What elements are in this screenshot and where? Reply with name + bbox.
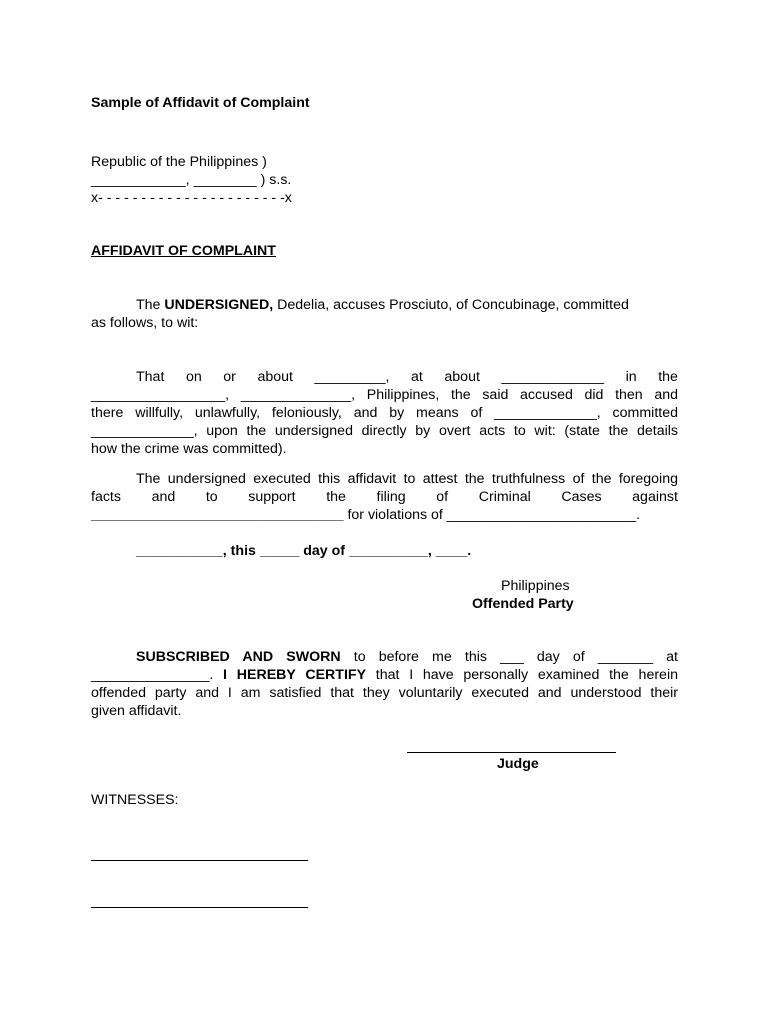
jurat-line-1	[91, 648, 678, 666]
signatory-country: Philippines	[501, 578, 570, 594]
para2-line-2: _________________, ______________, Philippines, the said accused did then and	[91, 387, 678, 403]
intro-undersigned: UNDERSIGNED,	[164, 297, 274, 313]
intro-line-2: as follows, to wit:	[91, 315, 199, 331]
word: against	[632, 489, 678, 505]
para3-line-3	[91, 506, 678, 524]
word: to	[205, 489, 218, 505]
para2-line-3: there willfully, unlawfully, feloniously, and by means of _____________, committed	[91, 405, 678, 421]
word: That	[136, 369, 165, 385]
word: and	[151, 489, 176, 505]
word: support	[248, 489, 296, 505]
para2-line-5: how the crime was committed).	[91, 441, 287, 457]
word: of	[436, 489, 449, 505]
intro-prefix: The	[136, 297, 165, 313]
word: about	[444, 369, 480, 385]
venue-line-3: x- - - - - - - - - - - - - - - - - - - - - -x	[91, 190, 292, 206]
para2-line-4: _____________, upon the undersigned directly by overt acts to wit: (state the details	[91, 423, 678, 439]
hereby-certify: I HEREBY CERTIFY	[223, 667, 367, 683]
intro-line-1	[91, 296, 678, 314]
word: the	[658, 369, 678, 385]
jurat-line-3: offended party and I am satisfied that they voluntarily executed and understood their	[91, 685, 678, 701]
jurat-line-4: given affidavit.	[91, 703, 182, 719]
venue-line-1: Republic of the Philippines )	[91, 154, 267, 170]
signatory-role: Offended Party	[472, 596, 574, 612]
document-heading: Sample of Affidavit of Complaint	[91, 95, 310, 111]
word: Criminal	[478, 489, 531, 505]
para3-line-2	[91, 488, 678, 506]
subscribed-sworn: SUBSCRIBED AND SWORN	[136, 649, 341, 665]
judge-label: Judge	[497, 756, 539, 772]
para3-line-1: The undersigned executed this affidavit to attest the truthfulness of the foregoing	[136, 471, 678, 487]
word: facts	[91, 489, 121, 505]
word: on	[185, 369, 202, 385]
venue-line-2: ____________, ________ ) s.s.	[91, 172, 292, 188]
violations-text: for violations of ________________________.	[343, 507, 641, 523]
word: _________,	[314, 369, 390, 385]
word: filing	[376, 489, 406, 505]
jurat-line-2-rest: that I have personally examined the herein	[366, 667, 678, 683]
witness-signature-line-2	[91, 907, 308, 908]
word: about	[257, 369, 293, 385]
jurat-line-1-rest: to before me this ___ day of _______ at	[340, 649, 679, 665]
word: in	[625, 369, 637, 385]
intro-rest: Dedelia, accuses Prosciuto, of Concubinage, committed	[273, 297, 629, 313]
word: Cases	[561, 489, 602, 505]
para2-line-1	[91, 368, 678, 386]
accused-blank: ________________________________	[91, 507, 344, 523]
word: or	[223, 369, 236, 385]
affidavit-title: AFFIDAVIT OF COMPLAINT	[91, 243, 276, 259]
witnesses-label: WITNESSES:	[91, 792, 179, 808]
jurat-line-2-pre: _______________.	[91, 667, 224, 683]
word: at	[411, 369, 423, 385]
word: _____________	[501, 369, 605, 385]
witness-signature-line-1	[91, 860, 308, 861]
judge-signature-line	[407, 752, 616, 753]
word: the	[326, 489, 346, 505]
jurat-line-2	[91, 666, 678, 684]
date-line: ___________, this _____ day of __________, ____.	[136, 543, 472, 559]
